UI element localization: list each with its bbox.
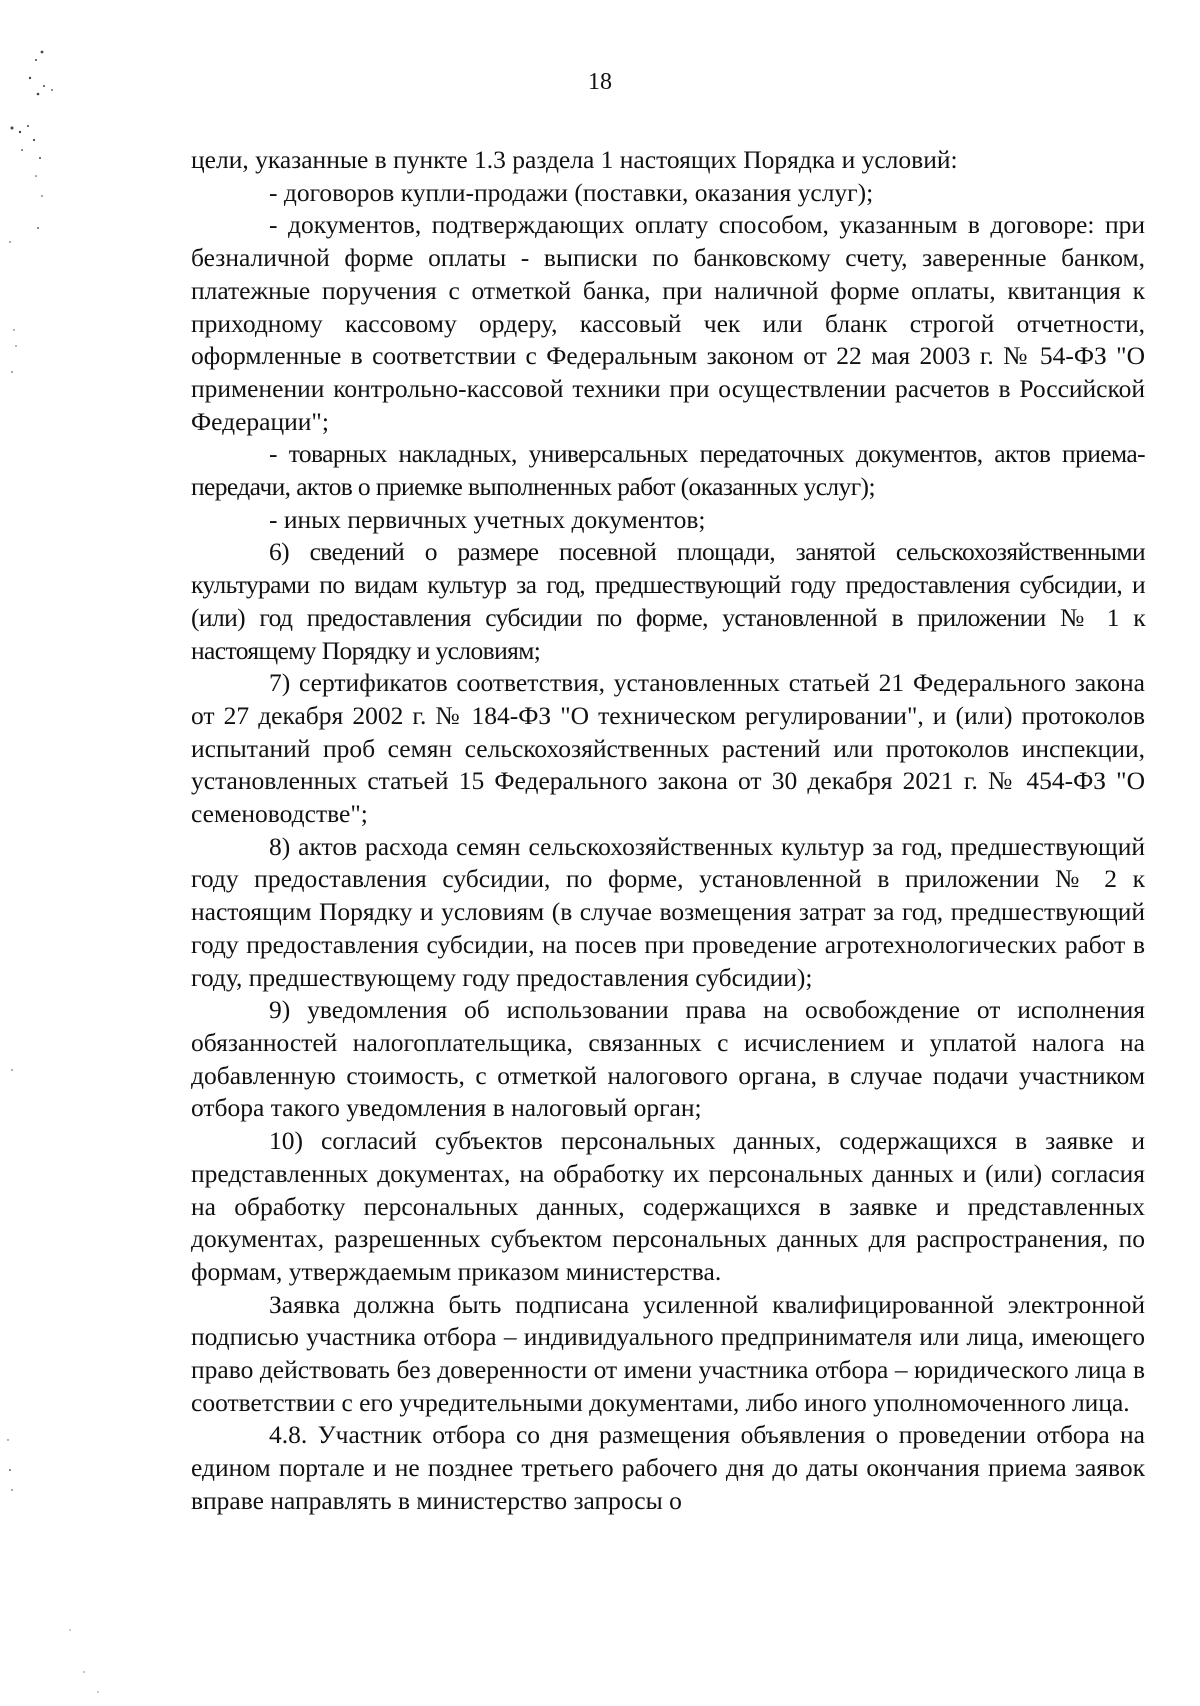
- document-body: [191, 144, 1145, 1518]
- paragraph-list-other-documents: - иных первичных учетных документов;: [269, 504, 706, 534]
- paragraph-item-7: 7) сертификатов соответствия, установленных статьей 21 Федерального закона от 27 декабря 2002 г. № 184-ФЗ "О техническом регулировании", и (или) протоколов испытаний проб семян сельскохозяйственных растений или протоколов инспекции, установленных статьей 15 Федерального закона от 30 декабря 2021 г. № 454-ФЗ "О семеноводстве";: [191, 668, 1145, 829]
- paragraph-signature-requirement: Заявка должна быть подписана усиленной квалифицированной электронной подписью участника отбора – индивидуального предпринимателя или лица, имеющего право действовать без доверенности от имени участника отбора – юридического лица в соответствии с его учредительными документами, либо иного уполномоченного лица.: [191, 1289, 1145, 1417]
- paragraph-section-4-8: 4.8. Участник отбора со дня размещения объявления о проведении отбора на едином портале и не позднее третьего рабочего дня до даты окончания приема заявок вправе направлять в министерство запросы о: [191, 1420, 1145, 1515]
- scan-artifacts: [0, 0, 110, 1706]
- paragraph-list-contracts: - договоров купли-продажи (поставки, оказания услуг);: [269, 177, 874, 207]
- paragraph-list-invoices: - товарных накладных, универсальных передаточных документов, актов приема-передачи, актов о приемке выполненных работ (оказанных услуг);: [191, 439, 1145, 502]
- page-number: 18: [588, 69, 612, 95]
- paragraph-list-payment-documents: - документов, подтверждающих оплату способом, указанным в договоре: при безналичной форме оплаты - выписки по банковскому счету, заверенные банком, платежные поручения с отметкой банка, при наличной форме оплаты, квитанция к приходному кассовому ордеру, кассовый чек или бланк строгой отчетности, оформленные в соответствии с Федеральным законом от 22 мая 2003 г. № 54-ФЗ "О применении контрольно-кассовой техники при осуществлении расчетов в Российской Федерации";: [191, 210, 1145, 436]
- paragraph-item-9: 9) уведомления об использовании права на освобождение от исполнения обязанностей налогоплательщика, связанных с исчислением и уплатой налога на добавленную стоимость, с отметкой налогового органа, в случае подачи участником отбора такого уведомления в налоговый орган;: [191, 995, 1145, 1123]
- paragraph-item-8: 8) актов расхода семян сельскохозяйственных культур за год, предшествующий году предоставления субсидии, по форме, установленной в приложении № 2 к настоящим Порядку и условиям (в случае возмещения затрат за год, предшествующий году предоставления субсидии, на посев при проведение агротехнологических работ в году, предшествующему году предоставления субсидии);: [191, 831, 1145, 992]
- paragraph-intro: цели, указанные в пункте 1.3 раздела 1 настоящих Порядка и условий:: [191, 145, 958, 174]
- paragraph-item-10: 10) согласий субъектов персональных данных, содержащихся в заявке и представленных документах, на обработку их персональных данных и (или) согласия на обработку персональных данных, содержащихся в заявке и представленных документах, разрешенных субъектом персональных данных для распространения, по формам, утверждаемым приказом министерства.: [191, 1126, 1145, 1286]
- paragraph-item-6: 6) сведений о размере посевной площади, занятой сельскохозяйственными культурами по видам культур за год, предшествующий году предоставления субсидии, и (или) год предоставления субсидии по форме, установленной в приложении № 1 к настоящему Порядку и условиям;: [191, 537, 1145, 665]
